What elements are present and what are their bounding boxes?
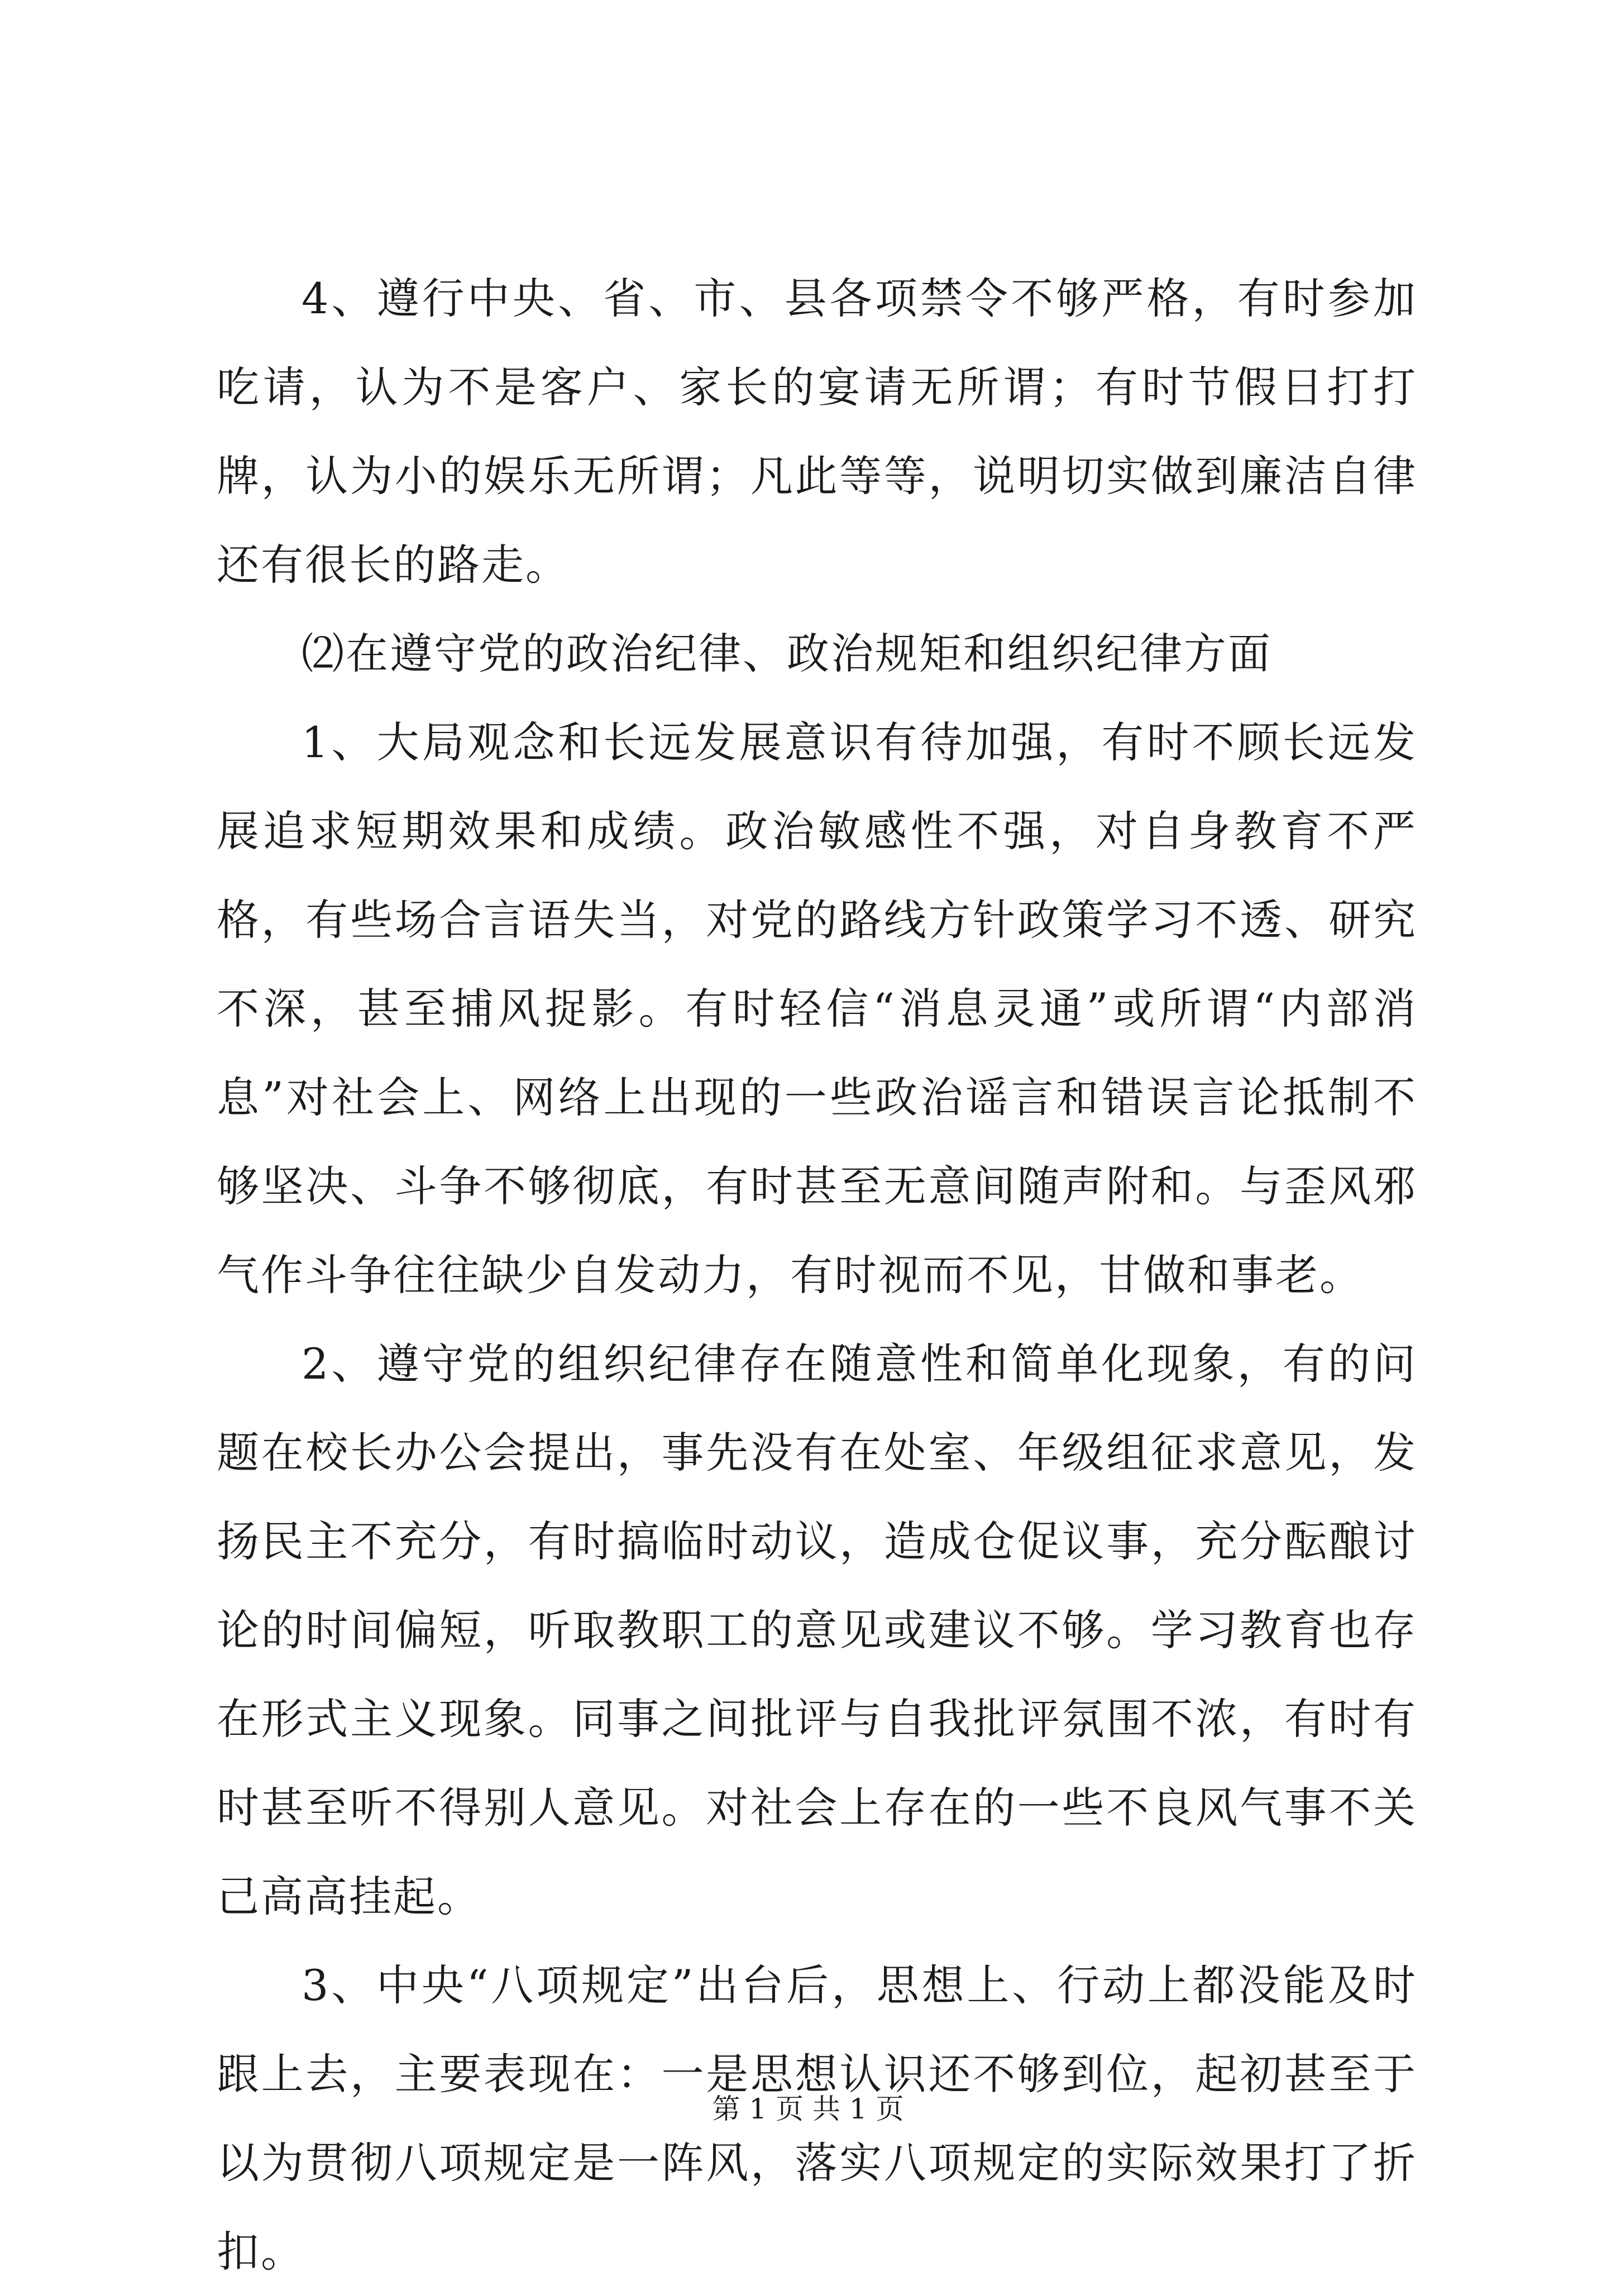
section-heading: ⑵在遵守党的政治纪律、政治规矩和组织纪律方面 [302, 629, 1272, 678]
paragraph-item-2: 2、遵守党的组织纪律存在随意性和简单化现象，有的问题在校长办公会提出，事先没有在处室、年级组征求意见，发扬民主不充分，有时搞临时动议，造成仓促议事，充分酝酿讨论的时间偏短，听取教职工的意见或建议不够。学习教育也存在形式主义现象。同事之间批评与自我批评氛围不浓，有时有时甚至听不得别人意见。对社会上存在的一些不良风气事不关己高高挂起。 [217, 1339, 1417, 1921]
document-body [217, 254, 1417, 2296]
page-footer: 第 1 页 共 1 页 [712, 2093, 904, 2125]
paragraph-item-4: 4、遵行中央、省、市、县各项禁令不够严格，有时参加吃请，认为不是客户、家长的宴请无所谓；有时节假日打打牌，认为小的娱乐无所谓；凡此等等，说明切实做到廉洁自律还有很长的路走。 [217, 274, 1417, 590]
paragraph-item-1: 1、大局观念和长远发展意识有待加强，有时不顾长远发展追求短期效果和成绩。政治敏感性不强，对自身教育不严格，有些场合言语失当，对党的路线方针政策学习不透、研究不深，甚至捕风捉影。有时轻信“消息灵通”或所谓“内部消息”对社会上、网络上出现的一些政治谣言和错误言论抵制不够坚决、斗争不够彻底，有时甚至无意间随声附和。与歪风邪气作斗争往往缺少自发动力，有时视而不见，甘做和事老。 [217, 718, 1417, 1300]
paragraph-item-3: 3、中央“八项规定”出台后，思想上、行动上都没能及时跟上去，主要表现在：一是思想认识还不够到位，起初甚至于以为贯彻八项规定是一阵风，落实八项规定的实际效果打了折扣。 [217, 1960, 1417, 2276]
